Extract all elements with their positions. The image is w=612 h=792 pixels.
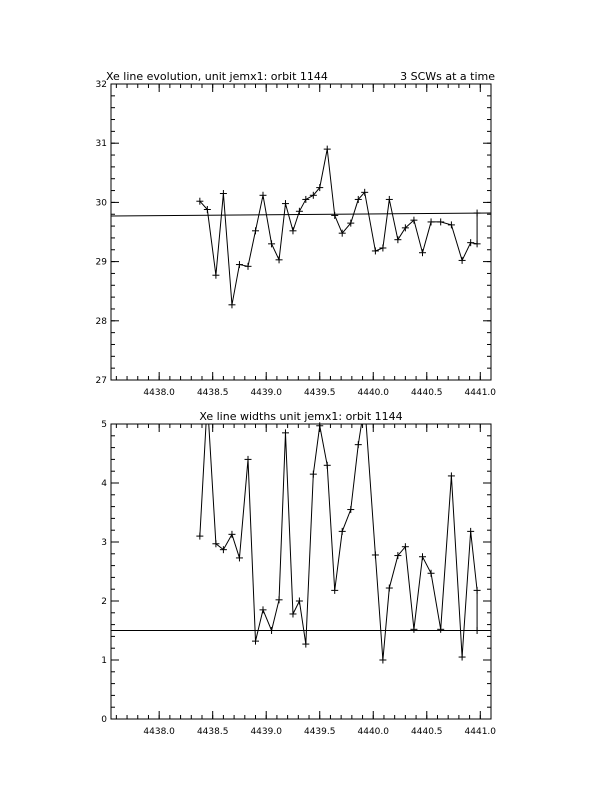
data-point — [228, 301, 235, 308]
y-tick-label: 3 — [101, 538, 107, 548]
data-point — [260, 606, 267, 613]
x-tick-label: 4438.5 — [196, 388, 229, 398]
y-tick-label: 1 — [101, 656, 107, 666]
y-tick-label: 5 — [101, 420, 107, 430]
x-tick-label: 4438.5 — [196, 727, 229, 737]
x-tick-label: 4440.5 — [411, 388, 443, 398]
data-point — [467, 239, 474, 246]
data-point — [379, 244, 386, 251]
chart-subtitle: 3 SCWs at a time — [400, 70, 495, 83]
plot-frame — [111, 424, 491, 719]
x-tick-label: 4439.5 — [303, 388, 336, 398]
data-point — [310, 471, 317, 478]
data-point — [467, 528, 474, 535]
data-point — [245, 263, 252, 270]
chart-title: Xe line evolution, unit jemx1: orbit 1144 — [106, 70, 328, 83]
x-tick-label: 4441.0 — [464, 727, 497, 737]
x-tick-label: 4439.0 — [250, 727, 282, 737]
data-point — [212, 272, 219, 279]
data-point — [302, 641, 309, 648]
data-point — [474, 210, 481, 217]
data-point — [236, 261, 243, 268]
data-point — [386, 585, 393, 592]
data-point — [282, 429, 289, 436]
data-point — [339, 528, 346, 535]
x-tick-label: 4439.5 — [303, 727, 336, 737]
data-point — [260, 192, 267, 199]
data-point — [296, 598, 303, 605]
data-point — [324, 146, 331, 153]
y-tick-label: 4 — [101, 479, 107, 489]
data-point — [282, 200, 289, 207]
data-point — [289, 227, 296, 234]
data-point — [252, 227, 259, 234]
data-point — [379, 657, 386, 664]
data-point — [448, 472, 455, 479]
x-tick-label: 4438.0 — [143, 388, 175, 398]
x-tick-label: 4438.0 — [143, 727, 175, 737]
data-point — [419, 249, 426, 256]
data-point — [474, 587, 481, 594]
data-point — [196, 533, 203, 540]
data-point — [448, 221, 455, 228]
data-point — [245, 456, 252, 463]
y-tick-label: 2 — [101, 597, 107, 607]
data-point — [331, 212, 338, 219]
y-tick-label: 31 — [95, 139, 107, 150]
data-point — [386, 196, 393, 203]
data-point — [372, 551, 379, 558]
y-tick-label: 32 — [95, 80, 107, 90]
chart-title: Xe line widths unit jemx1: orbit 1144 — [199, 410, 403, 423]
bottom-chart — [101, 400, 496, 737]
data-point — [428, 570, 435, 577]
x-tick-label: 4439.0 — [250, 388, 282, 398]
data-point — [289, 610, 296, 617]
x-tick-label: 4440.5 — [411, 727, 443, 737]
data-point — [474, 240, 481, 247]
data-point — [372, 247, 379, 254]
data-point — [268, 240, 275, 247]
data-point — [276, 596, 283, 603]
data-marks — [111, 400, 491, 663]
y-tick-label: 0 — [101, 715, 107, 725]
series-line — [200, 149, 477, 305]
top-chart — [96, 70, 497, 398]
plot-frame — [111, 84, 491, 380]
data-point — [236, 554, 243, 561]
data-point — [316, 422, 323, 429]
data-point — [252, 638, 259, 645]
data-point — [355, 441, 362, 448]
x-tick-label: 4440.0 — [357, 388, 390, 398]
data-point — [324, 462, 331, 469]
reference-line — [111, 213, 491, 216]
data-point — [347, 506, 354, 513]
y-tick-label: 28 — [95, 316, 107, 327]
data-point — [268, 627, 275, 634]
data-point — [394, 236, 401, 243]
data-point — [410, 626, 417, 633]
data-point — [220, 190, 227, 197]
y-tick-label: 29 — [95, 257, 107, 268]
y-tick-label: 30 — [95, 198, 107, 209]
data-point — [437, 218, 444, 225]
data-point — [459, 654, 466, 661]
data-point — [459, 257, 466, 264]
axis-ticks — [96, 80, 497, 398]
data-point — [228, 531, 235, 538]
y-tick-label: 27 — [95, 376, 107, 386]
data-marks — [111, 146, 491, 309]
data-point — [437, 626, 444, 633]
data-point — [474, 627, 481, 634]
data-point — [302, 196, 309, 203]
data-point — [331, 587, 338, 594]
axis-ticks — [101, 420, 496, 737]
data-point — [296, 208, 303, 215]
x-tick-label: 4441.0 — [464, 388, 497, 398]
data-point — [276, 256, 283, 263]
data-point — [428, 218, 435, 225]
x-tick-label: 4440.0 — [357, 727, 390, 737]
data-point — [419, 553, 426, 560]
series-line — [200, 400, 477, 660]
